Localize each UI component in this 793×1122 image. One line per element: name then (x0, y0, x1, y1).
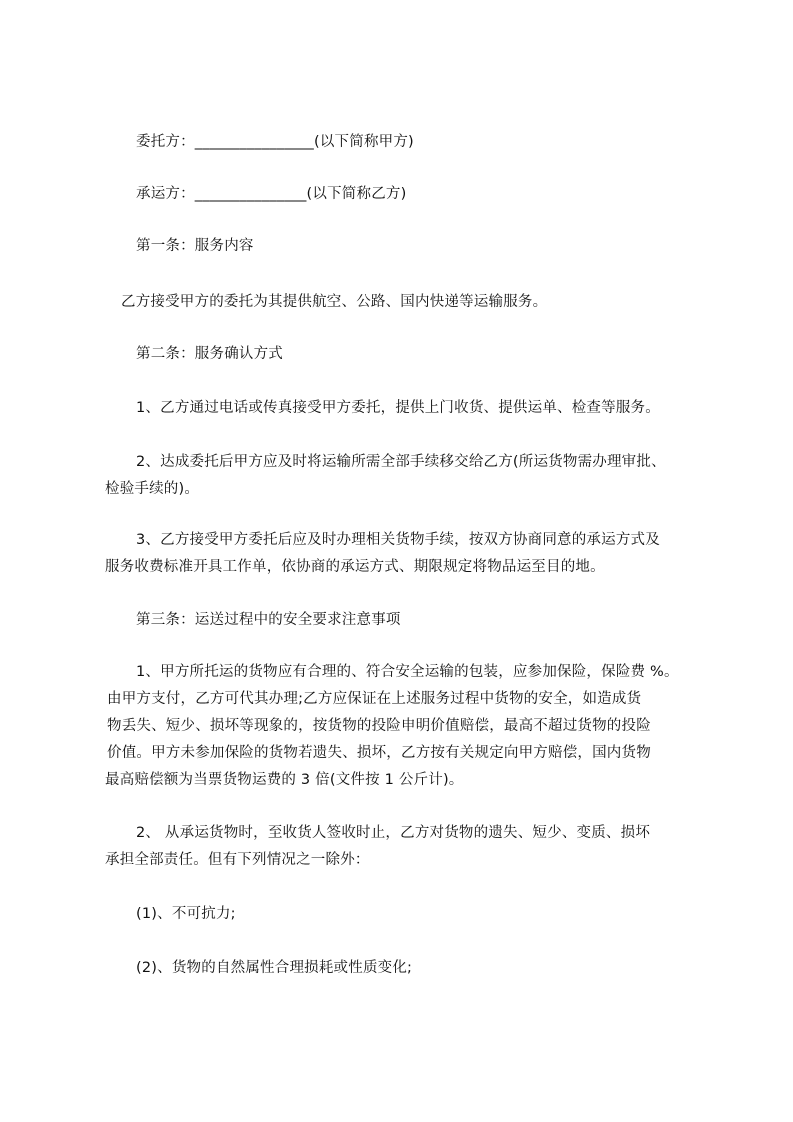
article-2-item-2-line-1: 2、达成委托后甲方应及时将运输所需全部手续移交给乙方(所运货物需办理审批、 (136, 454, 666, 470)
article-3-item-1-line-4: 价值。甲方未参加保险的货物若遗失、损坏，乙方按有关规定向甲方赔偿，国内货物 (107, 745, 651, 761)
article-2-title: 第二条：服务确认方式 (136, 346, 283, 362)
party-b-line: 承运方：_______________(以下简称乙方) (136, 186, 407, 202)
article-1-title: 第一条：服务内容 (136, 238, 254, 254)
article-1-text: 乙方接受甲方的委托为其提供航空、公路、国内快递等运输服务。 (121, 294, 548, 310)
article-3-item-1-line-5: 最高赔偿额为当票货物运费的 3 倍(文件按 1 公斤计)。 (105, 772, 464, 788)
article-2-item-1: 1、乙方通过电话或传真接受甲方委托，提供上门收货、提供运单、检查等服务。 (136, 400, 660, 416)
exception-item-2: (2)、货物的自然属性合理损耗或性质变化; (136, 960, 413, 976)
article-3-item-1-line-1: 1、甲方所托运的货物应有合理的、符合安全运输的包装，应参加保险，保险费 %。 (136, 664, 679, 680)
exception-item-1: (1)、不可抗力; (136, 906, 236, 922)
party-a-line: 委托方：________________(以下简称甲方) (136, 134, 414, 150)
article-2-item-3-line-2: 服务收费标准开具工作单，依协商的承运方式、期限规定将物品运至目的地。 (105, 559, 605, 575)
article-2-item-2-line-2: 检验手续的)。 (105, 481, 200, 497)
article-3-title: 第三条：运送过程中的安全要求注意事项 (136, 612, 401, 628)
article-2-item-3-line-1: 3、乙方接受甲方委托后应及时办理相关货物手续，按双方协商同意的承运方式及 (136, 532, 660, 548)
article-3-item-1-line-2: 由甲方支付，乙方可代其办理;乙方应保证在上述服务过程中货物的安全，如造成货 (107, 691, 642, 707)
article-3-item-1-line-3: 物丢失、短少、损坏等现象的，按货物的投险申明价值赔偿，最高不超过货物的投险 (107, 718, 651, 734)
article-3-item-2-line-1: 2、 从承运货物时，至收货人签收时止，乙方对货物的遗失、短少、变质、损坏 (136, 825, 651, 841)
article-3-item-2-line-2: 承担全部责任。但有下列情况之一除外： (105, 852, 370, 868)
